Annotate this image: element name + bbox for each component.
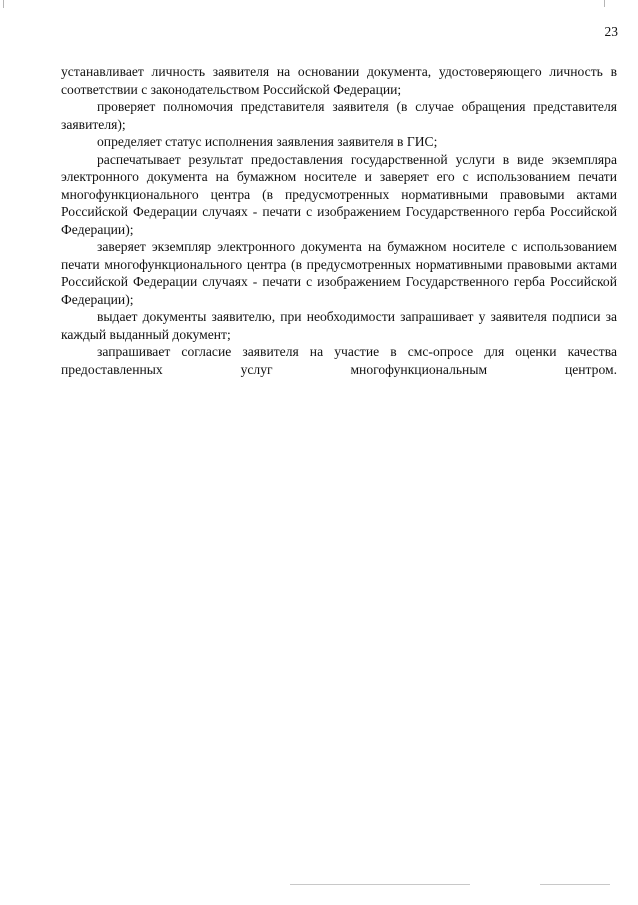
paragraph-determine-status: определяет статус исполнения заявления заявителя в ГИС; [97,134,438,149]
paragraph-check-authority: проверяет полномочия представителя заявителя (в случае обращения представителя заявителя); [61,99,617,132]
paragraph-sms-survey: запрашивает согласие заявителя на участие в смс-опросе для оценки качества предоставленных услуг многофункциональным центром. [61,344,617,377]
scan-artifact [540,884,610,885]
page-number: 23 [604,24,618,39]
scan-artifact [3,0,4,8]
document-body [61,63,617,378]
paragraph-identify-applicant: устанавливает личность заявителя на основании документа, удостоверяющего личность в соответствии с законодательством Российской Федерации; [61,64,617,97]
scan-artifact [604,0,605,7]
paragraph-certify-copy: заверяет экземпляр электронного документа на бумажном носителе с использованием печати многофункционального центра (в предусмотренных нормативными правовыми актами Российской Федерации случаях - печати с изображением Государственного герба Российской Федерации); [61,239,617,307]
scan-artifact [290,884,470,885]
paragraph-print-result: распечатывает результат предоставления государственной услуги в виде экземпляра электронного документа на бумажном носителе и заверяет его с использованием печати многофункционального центра (в предусмотренных нормативными правовыми актами Российской Федерации случаях - печати с изображением Государственного герба Российской Федерации); [61,151,617,237]
paragraph-issue-documents: выдает документы заявителю, при необходимости запрашивает у заявителя подписи за каждый выданный документ; [61,309,617,342]
